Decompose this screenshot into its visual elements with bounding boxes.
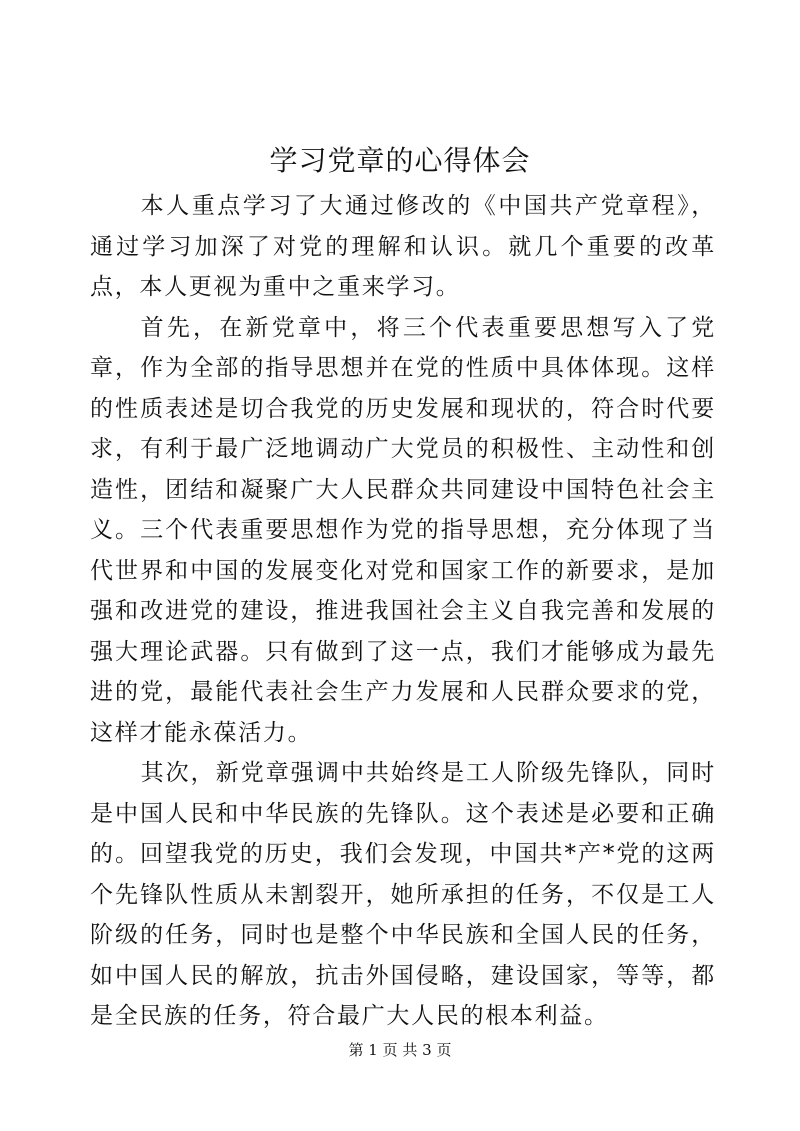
paragraph-2: 首先，在新党章中，将三个代表重要思想写入了党章，作为全部的指导思想并在党的性质中具体体现。这样的性质表述是切合我党的历史发展和现状的，符合时代要求，有利于最广泛地调动广大党员的积极性、主动性和创造性，团结和凝聚广大人民群众共同建设中国特色社会主义。三个代表重要思想作为党的指导思想，充分体现了当代世界和中国的发展变化对党和国家工作的新要求，是加强和改进党的建设，推进我国社会主义自我完善和发展的强大理论武器。只有做到了这一点，我们才能够成为最先进的党，最能代表社会生产力发展和人民群众要求的党，这样才能永葆活力。 [90,314,716,746]
paragraph-1: 本人重点学习了大通过修改的《中国共产党章程》，通过学习加深了对党的理解和认识。就几个重要的改革点，本人更视为重中之重来学习。 [90,193,716,300]
paragraph-3: 其次，新党章强调中共始终是工人阶级先锋队，同时是中国人民和中华民族的先锋队。这个表述是必要和正确的。回望我党的历史，我们会发现，中国共*产*党的这两个先锋队性质从未割裂开，她所承担的任务，不仅是工人阶级的任务，同时也是整个中华民族和全国人民的任务，如中国人民的解放，抗击外国侵略，建设国家，等等，都是全民族的任务，符合最广大人民的根本利益。 [90,760,716,1029]
page-title: 学习党章的心得体会 [269,144,531,177]
document-body [90,186,716,1037]
page-footer: 第 1 页 共 3 页 [348,1041,452,1059]
